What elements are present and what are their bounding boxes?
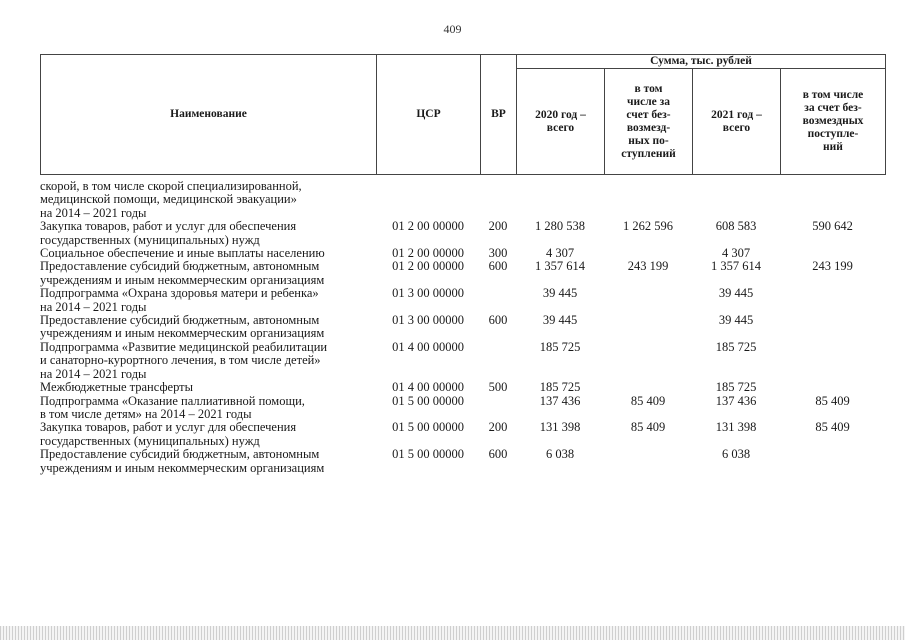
row-2021-grants xyxy=(780,247,885,260)
row-csr: 01 5 00 00000 xyxy=(392,393,464,408)
row-csr: 01 3 00 00000 xyxy=(392,286,464,301)
row-2021-total: 185 725 xyxy=(715,380,757,395)
row-csr: 01 2 00 00000 xyxy=(392,246,464,261)
table-row xyxy=(40,180,885,220)
row-2021-grants: 590 642 xyxy=(812,219,853,234)
table-row xyxy=(40,395,885,422)
row-2020-grants xyxy=(604,314,692,341)
row-2021-grants: 85 409 xyxy=(815,393,850,408)
row-2020-grants xyxy=(604,448,692,475)
row-2020-grants xyxy=(604,180,692,220)
row-name: Предоставление субсидий бюджетным, автономным учреждениям и иным некоммерческим организациям xyxy=(40,313,325,341)
row-2020-total: 185 725 xyxy=(539,339,581,354)
row-name: Подпрограмма «Развитие медицинской реабилитации и санаторно-курортного лечения, в том числе детей» на 2014 – 2021 годы xyxy=(40,339,328,381)
table-row xyxy=(40,421,885,448)
row-2020-total: 6 038 xyxy=(545,447,575,462)
row-2020-total: 39 445 xyxy=(542,286,578,301)
table-header xyxy=(40,54,886,175)
row-2020-grants: 1 262 596 xyxy=(623,219,673,234)
row-name: Подпрограмма «Оказание паллиативной помощи, в том числе детям» на 2014 – 2021 годы xyxy=(40,393,305,421)
row-2020-total xyxy=(516,180,604,220)
row-2021-grants xyxy=(780,314,885,341)
header-csr: ЦСР xyxy=(377,55,481,175)
row-name: скорой, в том числе скорой специализированной, медицинской помощи, медицинской эвакуации» на 2014 – 2021 годы xyxy=(40,179,302,220)
row-name: Социальное обеспечение и иные выплаты населению xyxy=(40,246,325,261)
row-csr: 01 2 00 00000 xyxy=(392,259,464,274)
row-name: Предоставление субсидий бюджетным, автономным учреждениям и иным некоммерческим организациям xyxy=(40,447,325,475)
row-2020-grants xyxy=(604,247,692,260)
row-csr: 01 3 00 00000 xyxy=(392,313,464,328)
row-2021-total: 1 357 614 xyxy=(711,259,761,274)
page-number: 409 xyxy=(443,22,462,36)
row-2021-total: 39 445 xyxy=(718,313,754,328)
row-2020-total: 1 280 538 xyxy=(535,219,585,234)
row-csr xyxy=(376,180,480,220)
row-2021-grants xyxy=(780,287,885,314)
row-2021-total: 4 307 xyxy=(721,246,751,261)
row-2021-total: 608 583 xyxy=(715,219,757,234)
header-sum: Сумма, тыс. рублей xyxy=(517,55,886,69)
row-vr: 300 xyxy=(488,246,508,261)
header-2020-total: 2020 год – всего xyxy=(517,69,605,175)
row-vr xyxy=(480,395,516,422)
row-2020-total: 39 445 xyxy=(542,313,578,328)
row-2021-grants: 85 409 xyxy=(815,420,850,435)
row-vr: 600 xyxy=(488,447,508,462)
header-2020-grants: в том числе за счет без- возмезд- ных по- ступлений xyxy=(605,69,693,175)
row-vr: 200 xyxy=(488,219,508,234)
row-csr: 01 2 00 00000 xyxy=(392,219,464,234)
table-body xyxy=(40,180,885,475)
header-2021-total: 2021 год – всего xyxy=(693,69,781,175)
row-2021-grants xyxy=(780,180,885,220)
row-2020-total: 131 398 xyxy=(539,420,581,435)
row-2021-total: 137 436 xyxy=(715,393,757,408)
row-2020-total: 1 357 614 xyxy=(535,259,585,274)
row-2021-total xyxy=(692,180,780,220)
row-name: Межбюджетные трансферты xyxy=(40,380,194,395)
row-vr xyxy=(480,287,516,314)
row-2021-total: 185 725 xyxy=(715,339,757,354)
header-name: Наименование xyxy=(41,55,377,175)
row-2021-total: 39 445 xyxy=(718,286,754,301)
table-row xyxy=(40,314,885,341)
table-row xyxy=(40,260,885,287)
row-2021-grants xyxy=(780,381,885,394)
row-2020-grants xyxy=(604,287,692,314)
row-name: Предоставление субсидий бюджетным, автономным учреждениям и иным некоммерческим организациям xyxy=(40,259,325,287)
row-2020-total: 137 436 xyxy=(539,393,581,408)
row-2021-total: 131 398 xyxy=(715,420,757,435)
row-2021-grants xyxy=(780,448,885,475)
row-2020-grants xyxy=(604,341,692,381)
table-row xyxy=(40,381,885,394)
header-vr: ВР xyxy=(481,55,517,175)
row-name: Подпрограмма «Охрана здоровья матери и ребенка» на 2014 – 2021 годы xyxy=(40,286,319,314)
row-2020-total: 185 725 xyxy=(539,380,581,395)
header-2021-grants: в том числе за счет без- возмездных поступле- ний xyxy=(781,69,886,175)
row-2021-total: 6 038 xyxy=(721,447,751,462)
row-2020-total: 4 307 xyxy=(545,246,575,261)
row-vr xyxy=(480,341,516,381)
table-row xyxy=(40,220,885,247)
table-row xyxy=(40,341,885,381)
row-vr: 500 xyxy=(488,380,508,395)
row-2021-grants: 243 199 xyxy=(812,259,853,274)
row-csr: 01 5 00 00000 xyxy=(392,420,464,435)
row-2020-grants: 85 409 xyxy=(630,393,666,408)
row-2021-grants xyxy=(780,341,885,381)
table-row xyxy=(40,287,885,314)
row-name: Закупка товаров, работ и услуг для обеспечения государственных (муниципальных) нужд xyxy=(40,420,297,448)
table-row xyxy=(40,247,885,260)
scan-edge xyxy=(0,626,905,640)
row-csr: 01 5 00 00000 xyxy=(392,447,464,462)
row-csr: 01 4 00 00000 xyxy=(392,339,464,354)
row-vr: 600 xyxy=(488,313,508,328)
row-csr: 01 4 00 00000 xyxy=(392,380,464,395)
row-2020-grants: 85 409 xyxy=(630,420,666,435)
row-vr xyxy=(480,180,516,220)
row-2020-grants xyxy=(604,381,692,394)
table-row xyxy=(40,448,885,475)
row-vr: 600 xyxy=(488,259,508,274)
row-2020-grants: 243 199 xyxy=(627,259,669,274)
row-name: Закупка товаров, работ и услуг для обеспечения государственных (муниципальных) нужд xyxy=(40,219,297,247)
row-vr: 200 xyxy=(488,420,508,435)
